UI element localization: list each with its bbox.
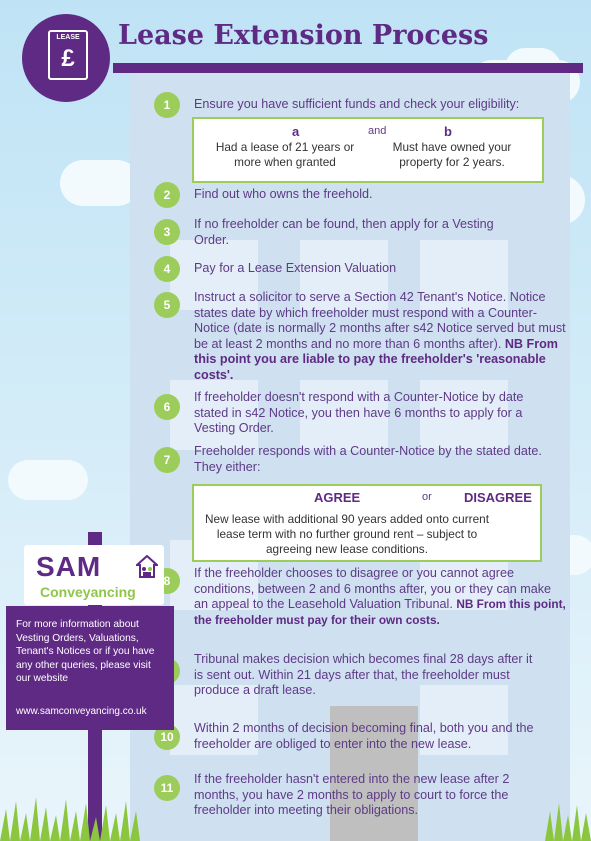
grass-right bbox=[545, 795, 591, 841]
brand-name: SAM bbox=[36, 551, 102, 582]
pound-symbol: £ bbox=[61, 45, 75, 72]
brand-subtitle: Conveyancing bbox=[40, 584, 136, 600]
step-text bbox=[194, 566, 566, 628]
title-underline bbox=[113, 63, 583, 73]
lease-label: LEASE bbox=[56, 34, 80, 41]
step-text: Tribunal makes decision which becomes final 28 days after it is sent out. Within 21 days after that, the freeholder must produce a draft lease. bbox=[194, 652, 533, 697]
cloud bbox=[8, 460, 88, 500]
step-number: 7 bbox=[154, 447, 180, 473]
criterion-a-text: Had a lease of 21 years or more when granted bbox=[215, 140, 355, 169]
criterion-b-label: b bbox=[444, 124, 452, 139]
page-title: Lease Extension Process bbox=[118, 20, 489, 51]
step-text: If no freeholder can be found, then apply for a Vesting Order. bbox=[194, 217, 494, 247]
criterion-b-text: Must have owned your property for 2 years. bbox=[392, 140, 512, 169]
step-body: Instruct a solicitor to serve a Section 42 Tenant's Notice. Notice states date by which freeholder must respond with a Counter-Notice (date is normally 2 months after s42 Notice served but must be at least 2 months and no more than 6 months after). bbox=[194, 290, 566, 351]
step-number: 2 bbox=[154, 182, 180, 208]
house-icon bbox=[136, 555, 158, 579]
step-number: 6 bbox=[154, 394, 180, 420]
and-label: and bbox=[368, 125, 387, 137]
step-body: If the freeholder chooses to disagree or you cannot agree conditions, between 2 and 6 months after, you or they can make an appeal to the Leasehold Valuation Tribunal. bbox=[194, 566, 552, 611]
step-number: 4 bbox=[154, 256, 180, 282]
step-text: Freeholder responds with a Counter-Notice by the stated date. They either: bbox=[194, 444, 542, 474]
eligibility-box bbox=[192, 117, 544, 183]
step-text: If freeholder doesn't respond with a Counter-Notice by date stated in s42 Notice, you then have 6 months to apply for a Vesting Order. bbox=[194, 390, 524, 435]
criterion-a-label: a bbox=[292, 124, 300, 139]
step-text: Ensure you have sufficient funds and check your eligibility: bbox=[194, 97, 520, 111]
lease-logo bbox=[22, 14, 110, 102]
info-text: For more information about Vesting Orders, Valuations, Tenant's Notices or if you have any other queries, please visit our website bbox=[16, 619, 155, 684]
document-icon bbox=[48, 30, 88, 80]
cloud bbox=[60, 160, 140, 206]
step-number: 10 bbox=[154, 724, 180, 750]
step-number: 1 bbox=[154, 92, 180, 118]
website-link[interactable]: www.samconveyancing.co.uk bbox=[16, 706, 147, 717]
step-number: 5 bbox=[154, 292, 180, 318]
step-number: 8 bbox=[154, 568, 180, 594]
step-text: Find out who owns the freehold. bbox=[194, 187, 373, 201]
grass-left bbox=[0, 791, 140, 841]
step-text: Pay for a Lease Extension Valuation bbox=[194, 261, 397, 275]
step-text: If the freeholder hasn't entered into the new lease after 2 months, you have 2 months to apply to court to force the freeholder into meeting their obligations. bbox=[194, 772, 510, 817]
step-note: NB From this point, the freeholder must pay for their own costs. bbox=[194, 597, 566, 627]
response-box bbox=[192, 484, 542, 562]
step-note: NB From this point you are liable to pay the freeholder's 'reasonable costs'. bbox=[194, 336, 559, 382]
info-sign bbox=[6, 606, 174, 730]
step-number: 11 bbox=[154, 775, 180, 801]
disagree-label: DISAGREE bbox=[464, 490, 532, 505]
step-number: 3 bbox=[154, 219, 180, 245]
or-label: or bbox=[422, 491, 432, 503]
sam-logo-sign bbox=[24, 545, 164, 605]
step-text bbox=[194, 290, 566, 383]
agree-label: AGREE bbox=[314, 490, 361, 505]
step-text: Within 2 months of decision becoming final, both you and the freeholder are obliged to enter into the new lease. bbox=[194, 721, 534, 751]
agree-text: New lease with additional 90 years added onto current lease term with no further ground rent – subject to agreeing new lease conditions. bbox=[205, 512, 489, 556]
